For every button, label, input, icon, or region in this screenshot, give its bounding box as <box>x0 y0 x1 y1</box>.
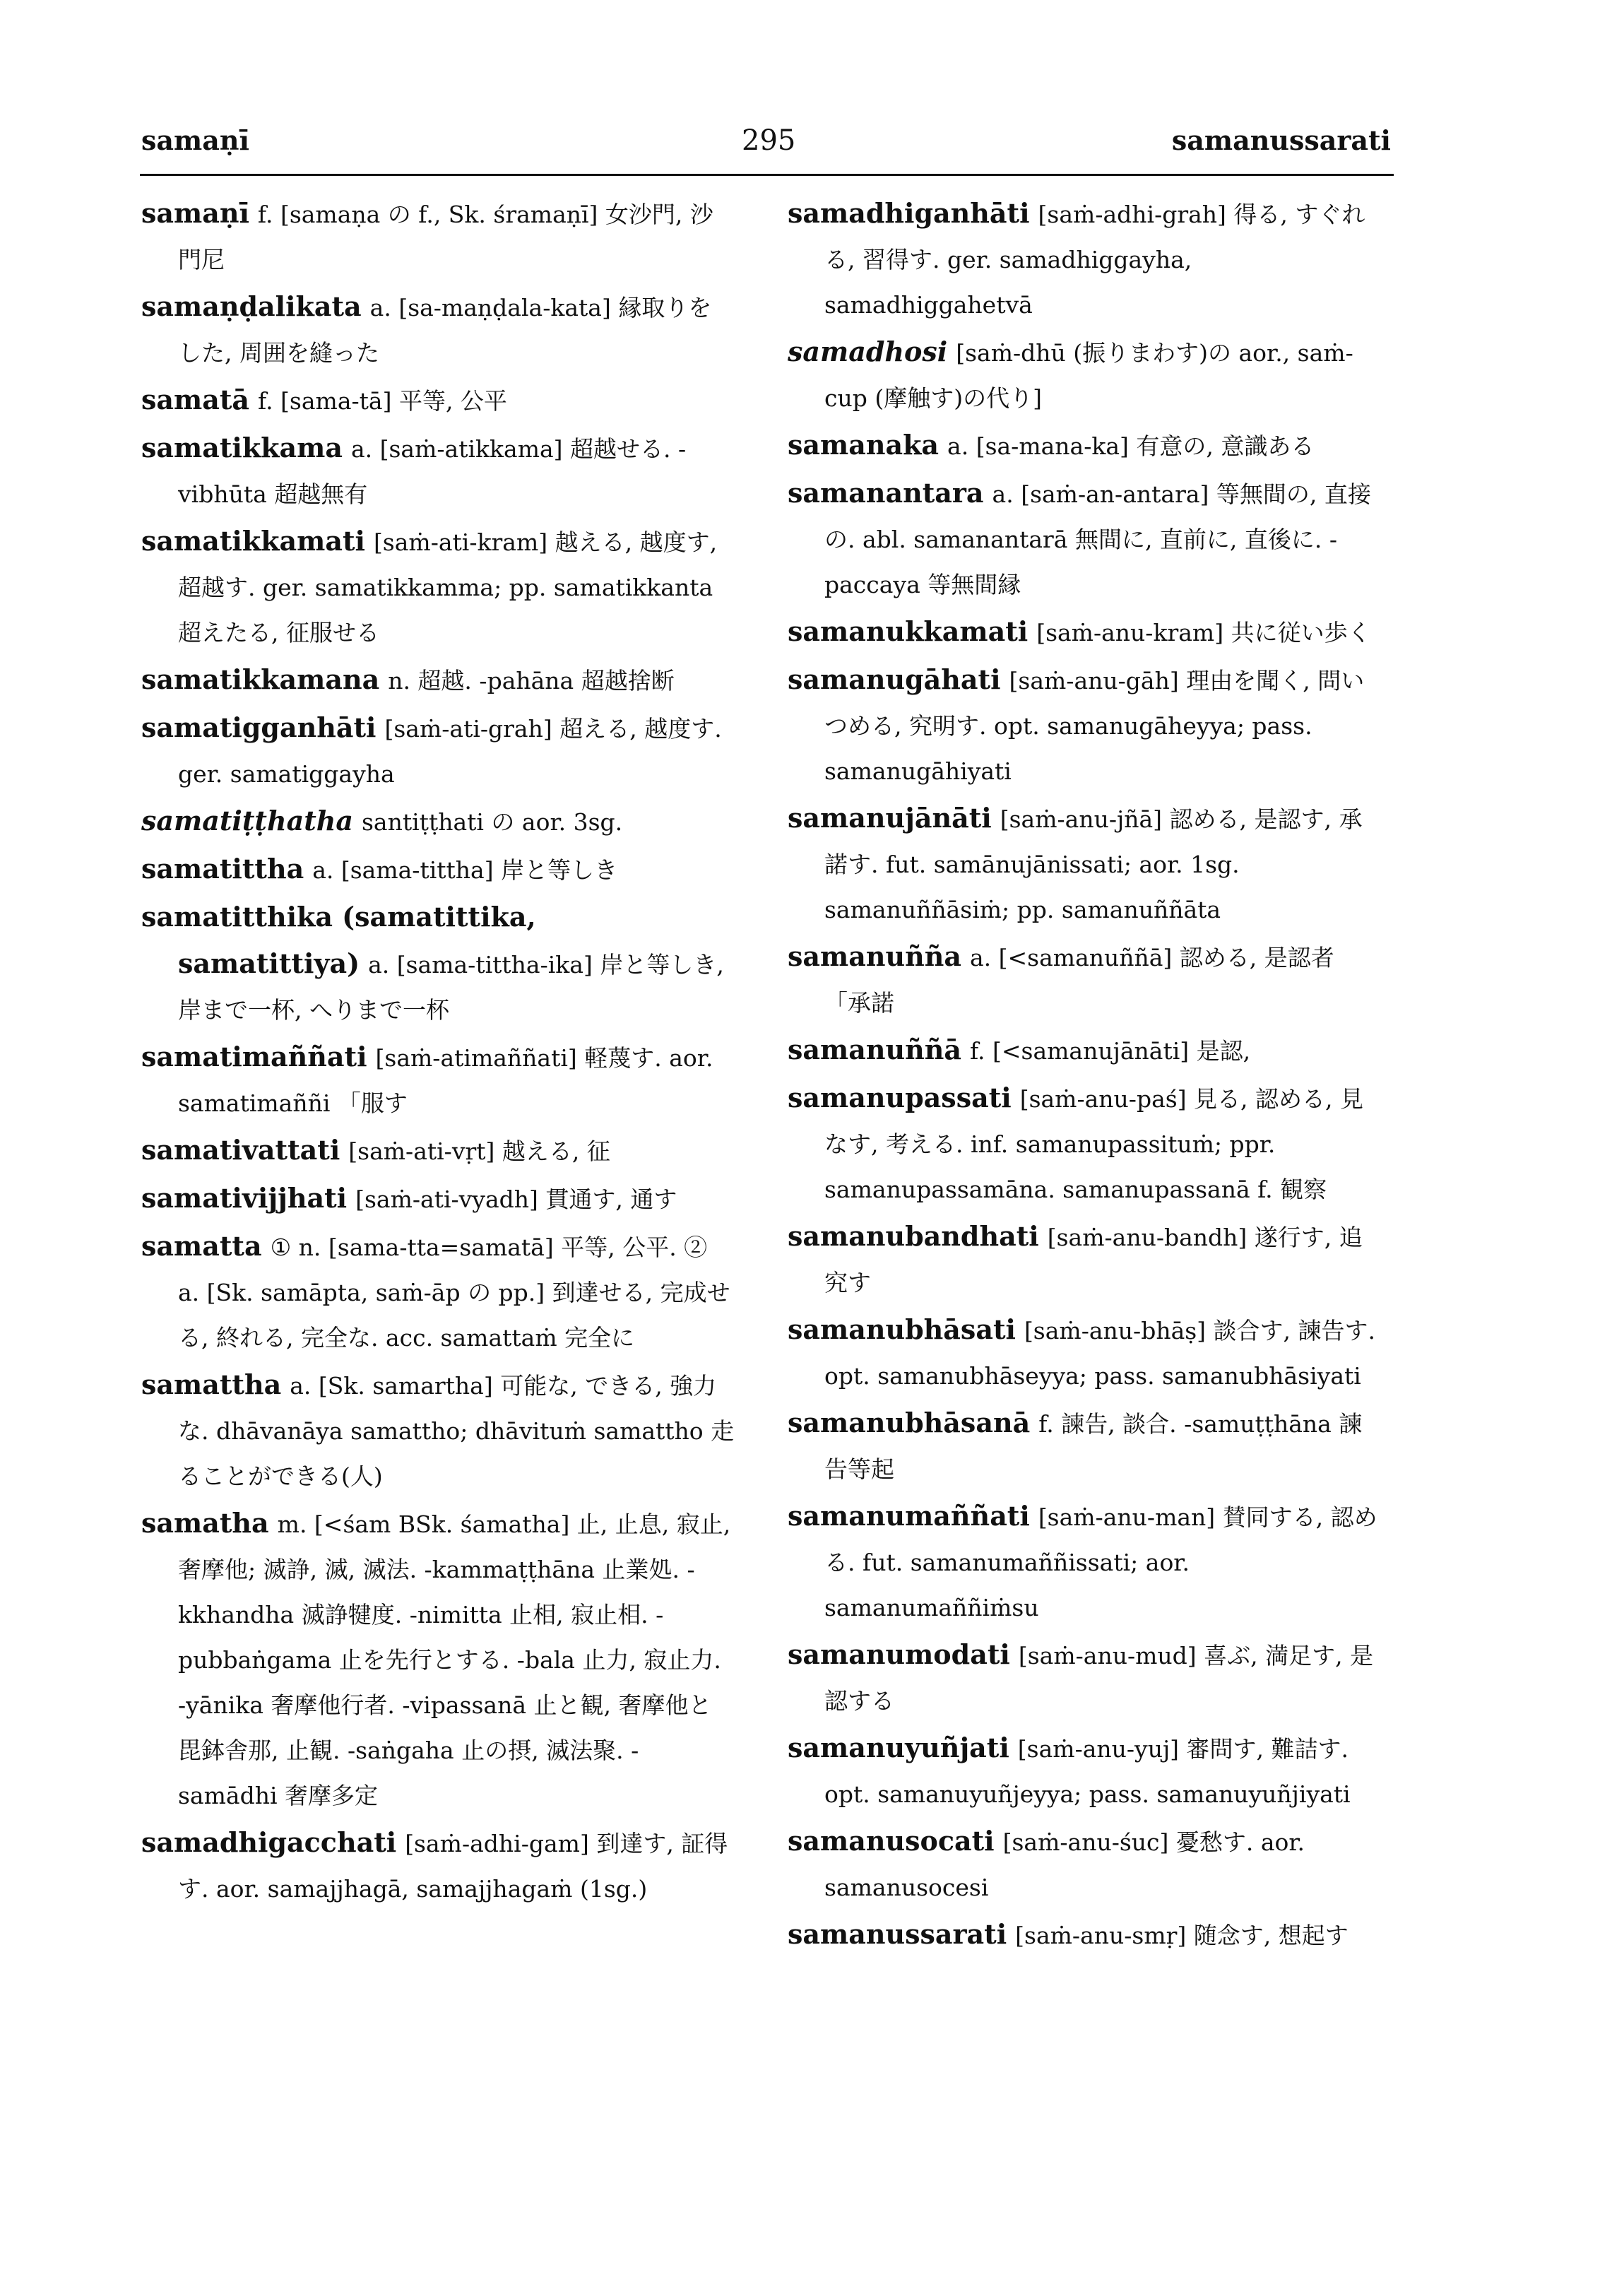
dictionary-entry <box>141 705 735 797</box>
headword: samatha <box>141 1507 269 1539</box>
definition-text: [saṁ-anu-yuj] 審問す, 難詰す. opt. samanuyuñjeyya; pass. samanuyuñjiyati <box>824 1735 1351 1808</box>
dictionary-entry <box>141 191 735 283</box>
definition-text: [saṁ-anu-gāh] 理由を聞く, 問いつめる, 究明す. opt. samanugāheyya; pass. samanugāhiyati <box>824 667 1365 785</box>
dictionary-entry <box>141 798 735 845</box>
dictionary-entry <box>788 471 1381 608</box>
headword: samativijjhati <box>141 1182 348 1214</box>
page-number: 295 <box>742 124 796 157</box>
definition-text: [saṁ-atimaññati] 軽蔑す. aor. samatimaññi 「服す <box>178 1044 713 1117</box>
dictionary-entry <box>141 519 735 656</box>
definition-text: a. [saṁ-atikkama] 超越せる. -vibhūta 超越無有 <box>178 435 687 508</box>
dictionary-entry <box>141 1176 735 1222</box>
dictionary-entry <box>141 1820 735 1912</box>
dictionary-entry <box>788 329 1381 421</box>
definition-text: [saṁ-anu-śuc] 憂愁す. aor. samanusocesi <box>824 1828 1305 1901</box>
definition-text: [saṁ-anu-mud] 喜ぶ, 満足す, 是認する <box>824 1642 1374 1715</box>
definition-text: a. [sa-maṇḍala-kata] 縁取りをした, 周囲を縫った <box>178 294 712 367</box>
right-column <box>788 191 1381 1960</box>
running-head-left: samaṇī <box>141 124 249 156</box>
definition-text: a. [sa-mana-ka] 有意の, 意識ある <box>947 432 1315 460</box>
dictionary-entry <box>141 284 735 376</box>
headword: samanuññā <box>788 1034 961 1065</box>
headword: samanujānāti <box>788 802 992 834</box>
dictionary-entry <box>788 609 1381 656</box>
definition-text: [saṁ-anu-paś] 見る, 認める, 見なす, 考える. inf. samanupassituṁ; ppr. samanupassamāna. samanupassanā f. 観察 <box>824 1085 1364 1203</box>
headword: samatikkamati <box>141 525 365 557</box>
definition-text: f. [<samanujānāti] 是認, <box>969 1037 1251 1065</box>
definition-text: a. [Sk. samartha] 可能な, できる, 強力な. dhāvanāya samattho; dhāvituṁ samattho 走ることができる(人) <box>178 1372 735 1490</box>
headword: samaṇī <box>141 197 249 229</box>
headword: samatā <box>141 384 250 415</box>
dictionary-entry <box>788 1075 1381 1212</box>
definition-text: [saṁ-ati-kram] 越える, 越度す, 超越す. ger. samatikkamma; pp. samatikkanta 超えたる, 征服せる <box>178 528 718 646</box>
definition-text: f. 諫告, 談合. -samuṭṭhāna 諫告等起 <box>824 1410 1363 1483</box>
headword: samanussarati <box>788 1918 1007 1950</box>
headword: samanumodati <box>788 1638 1010 1670</box>
definition-text: [saṁ-anu-kram] 共に従い歩く <box>1036 619 1371 646</box>
headword: samanubandhati <box>788 1220 1039 1252</box>
dictionary-entry <box>788 934 1381 1026</box>
dictionary-entry <box>141 1362 735 1499</box>
definition-text: a. [sama-tittha-ika] 岸と等しき, 岸まで一杯, へりまで一杯 <box>178 951 724 1024</box>
definition-text: f. [samaṇa の f., Sk. śramaṇī] 女沙門, 沙門尼 <box>178 201 713 273</box>
definition-text: [saṁ-ati-vṛt] 越える, 征 <box>348 1137 610 1165</box>
running-head-right: samanussarati <box>1171 124 1391 156</box>
headword: samanaka <box>788 429 940 461</box>
dictionary-entry <box>141 1034 735 1126</box>
definition-text: m. [<śam BSk. śamatha] 止, 止息, 寂止, 奢摩他; 滅諍, 滅, 滅法. -kammaṭṭhāna 止業処. -kkhandha 滅諍犍度. -nimitta 止相, 寂止相. -pubbaṅgama 止を先行とする. -bala 止力, 寂止力. -yānika 奢摩他行者. -vipassanā 止と観, 奢摩他と毘鉢舎那, 止観. -saṅgaha 止の摂, 滅法聚. -samādhi 奢摩多定 <box>178 1510 731 1809</box>
definition-text: a. [sama-tittha] 岸と等しき <box>312 856 618 884</box>
headword: samanugāhati <box>788 663 1001 695</box>
definition-text: [saṁ-anu-man] 賛同する, 認める. fut. samanumaññissati; aor. samanumaññiṁsu <box>824 1503 1377 1621</box>
headword: samativattati <box>141 1134 340 1166</box>
headword: samanumaññati <box>788 1500 1030 1532</box>
dictionary-entry <box>788 191 1381 328</box>
headword: samadhiganhāti <box>788 197 1030 229</box>
headword: samatiṭṭhatha <box>141 805 353 836</box>
header-rule <box>140 174 1394 176</box>
dictionary-entry <box>141 894 735 1033</box>
headword: samanusocati <box>788 1825 995 1857</box>
dictionary-entry <box>788 1632 1381 1724</box>
dictionary-entry <box>141 377 735 424</box>
definition-text: santiṭṭhati の aor. 3sg. <box>362 808 623 836</box>
headword: samatitthika (samatittika, samatittiya) <box>141 901 536 979</box>
headword: samanubhāsanā <box>788 1407 1031 1438</box>
dictionary-entry <box>788 1725 1381 1817</box>
definition-text: [saṁ-anu-bandh] 遂行す, 追究す <box>824 1224 1363 1296</box>
dictionary-entry <box>788 796 1381 933</box>
definition-text: [saṁ-ati-grah] 超える, 越度す. ger. samatiggayha <box>178 715 722 788</box>
headword: samanuyuñjati <box>788 1732 1009 1763</box>
dictionary-entry <box>788 1819 1381 1910</box>
headword: samadhigacchati <box>141 1826 397 1858</box>
dictionary-entry <box>788 422 1381 469</box>
definition-text: [saṁ-adhi-grah] 得る, すぐれる, 習得す. ger. samadhiggayha, samadhiggahetvā <box>824 201 1365 319</box>
definition-text: a. [<samanuññā] 認める, 是認者 「承諾 <box>824 944 1334 1017</box>
dictionary-entry <box>788 1912 1381 1958</box>
headword: samaṇḍalikata <box>141 290 362 322</box>
dictionary-entry <box>141 1128 735 1174</box>
dictionary-entry <box>788 1307 1381 1399</box>
dictionary-entry <box>141 1224 735 1361</box>
definition-text: a. [saṁ-an-antara] 等無間の, 直接の. abl. samanantarā 無間に, 直前に, 直後に. -paccaya 等無間縁 <box>824 480 1371 598</box>
definition-text: [saṁ-ati-vyadh] 貫通す, 通す <box>355 1186 677 1213</box>
headword: samanukkamati <box>788 615 1029 647</box>
dictionary-entry <box>141 846 735 893</box>
dictionary-entry <box>788 1494 1381 1631</box>
definition-text: [saṁ-anu-jñā] 認める, 是認す, 承諾す. fut. samānujānissati; aor. 1sg. samanuññāsiṁ; pp. samanuññāta <box>824 805 1363 923</box>
headword: samadhosi <box>788 336 948 367</box>
left-column <box>141 191 735 1913</box>
dictionary-entry <box>788 1027 1381 1074</box>
definition-text: ① n. [sama-tta=samatā] 平等, 公平. ② a. [Sk. samāpta, saṁ-āp の pp.] 到達せる, 完成せる, 終れる, 完全な. acc. samattaṁ 完全に <box>178 1234 730 1352</box>
headword: samatittha <box>141 853 304 885</box>
definition-text: n. 超越. -pahāna 超越捨断 <box>388 667 675 694</box>
headword: samatikkamana <box>141 663 380 695</box>
dictionary-entry <box>788 1214 1381 1306</box>
dictionary-entry <box>788 657 1381 794</box>
definition-text: [saṁ-anu-smṛ] 随念す, 想起す <box>1015 1922 1349 1949</box>
headword: samanubhāsati <box>788 1313 1016 1345</box>
definition-text: [saṁ-adhi-gam] 到達す, 証得す. aor. samajjhagā, samajjhagaṁ (1sg.) <box>178 1830 728 1903</box>
dictionary-entry <box>141 425 735 517</box>
headword: samattha <box>141 1368 282 1400</box>
headword: samanuñña <box>788 940 961 972</box>
definition-text: f. [sama-tā] 平等, 公平 <box>258 387 507 415</box>
dictionary-entry <box>141 657 735 704</box>
headword: samatta <box>141 1230 262 1262</box>
definition-text: [saṁ-dhū (振りまわす)の aor., saṁ-cup (摩触す)の代り] <box>824 339 1353 412</box>
dictionary-entry <box>141 1501 735 1819</box>
headword: samatigganhāti <box>141 711 377 743</box>
headword: samanantara <box>788 477 984 509</box>
dictionary-entry <box>788 1400 1381 1492</box>
headword: samatimaññati <box>141 1041 367 1072</box>
headword: samatikkama <box>141 432 343 463</box>
headword: samanupassati <box>788 1082 1012 1113</box>
definition-text: [saṁ-anu-bhāṣ] 談合す, 諫告す. opt. samanubhāseyya; pass. samanubhāsiyati <box>824 1317 1376 1390</box>
